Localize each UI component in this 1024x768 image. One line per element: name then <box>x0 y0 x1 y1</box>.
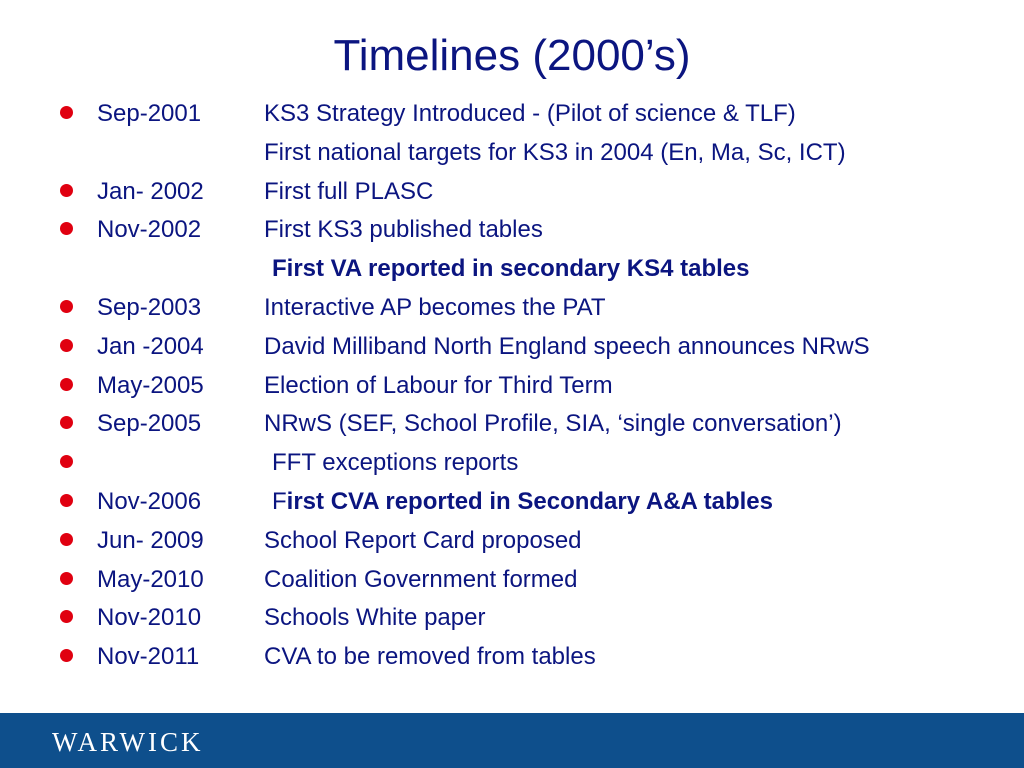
timeline-event: First national targets for KS3 in 2004 (En, Ma, Sc, ICT) <box>264 138 846 166</box>
timeline-item <box>56 289 1006 328</box>
timeline-event-highlight <box>272 483 773 522</box>
bullet-icon <box>60 405 74 444</box>
timeline-item <box>56 599 1006 638</box>
slide-title: Timelines (2000’s) <box>333 31 691 80</box>
timeline-date: Nov-2011 <box>97 643 200 671</box>
timeline-event-highlight: First VA reported in secondary KS4 tables <box>272 255 750 283</box>
timeline-date: Sep-2003 <box>97 293 202 321</box>
timeline-date: Sep-2001 <box>97 100 202 127</box>
timeline-item <box>56 444 1006 483</box>
timeline-event-rest: irst CVA reported in Secondary A&A tables <box>286 487 773 515</box>
bullet-icon <box>60 95 74 134</box>
timeline-event: FFT exceptions reports <box>272 449 519 477</box>
timeline-item-continuation <box>56 134 1006 173</box>
timeline-date: Jun- 2009 <box>97 526 204 554</box>
bullet-icon <box>60 638 74 677</box>
timeline-date: Nov-2002 <box>97 216 202 244</box>
timeline-item <box>56 522 1006 561</box>
bullet-icon <box>60 211 74 250</box>
bullet-icon <box>60 599 74 638</box>
timeline-event: KS3 Strategy Introduced - (Pilot of science & TLF) <box>264 100 796 127</box>
timeline-date: Sep-2005 <box>97 410 202 438</box>
timeline-item <box>56 95 1006 134</box>
bullet-icon <box>60 483 74 522</box>
timeline-event-lead: F <box>272 487 287 515</box>
timeline-date: Jan- 2002 <box>97 177 204 205</box>
bullet-icon <box>60 173 74 212</box>
timeline-event: David Milliband North England speech announces NRwS <box>264 332 870 360</box>
timeline-item <box>56 328 1006 367</box>
timeline-date: May-2010 <box>97 565 204 593</box>
warwick-logo: WARWICK <box>52 727 204 757</box>
timeline-item <box>56 367 1006 406</box>
timeline-event: First KS3 published tables <box>264 216 543 244</box>
timeline-date: Nov-2006 <box>97 487 202 515</box>
timeline-date: Jan -2004 <box>97 332 204 360</box>
timeline-event: First full PLASC <box>264 177 434 205</box>
timeline-list <box>56 95 1006 677</box>
bullet-icon <box>60 522 74 561</box>
timeline-item <box>56 483 1006 522</box>
timeline-item <box>56 638 1006 677</box>
bullet-icon <box>60 367 74 406</box>
footer-bar <box>0 713 1024 768</box>
timeline-event: Election of Labour for Third Term <box>264 371 613 399</box>
timeline-event: Schools White paper <box>264 604 486 632</box>
bullet-icon <box>60 561 74 600</box>
timeline-item <box>56 173 1006 212</box>
timeline-event: NRwS (SEF, School Profile, SIA, ‘single conversation’) <box>264 410 842 438</box>
timeline-event: Coalition Government formed <box>264 565 578 593</box>
bullet-icon <box>60 328 74 367</box>
timeline-item <box>56 405 1006 444</box>
timeline-item <box>56 561 1006 600</box>
bullet-icon <box>60 289 74 328</box>
timeline-item-continuation <box>56 250 1006 289</box>
timeline-event: CVA to be removed from tables <box>264 643 596 671</box>
timeline-date: May-2005 <box>97 371 204 399</box>
timeline-event: Interactive AP becomes the PAT <box>264 293 606 321</box>
timeline-item <box>56 211 1006 250</box>
timeline-date: Nov-2010 <box>97 604 202 632</box>
timeline-event: School Report Card proposed <box>264 526 582 554</box>
bullet-icon <box>60 444 74 483</box>
